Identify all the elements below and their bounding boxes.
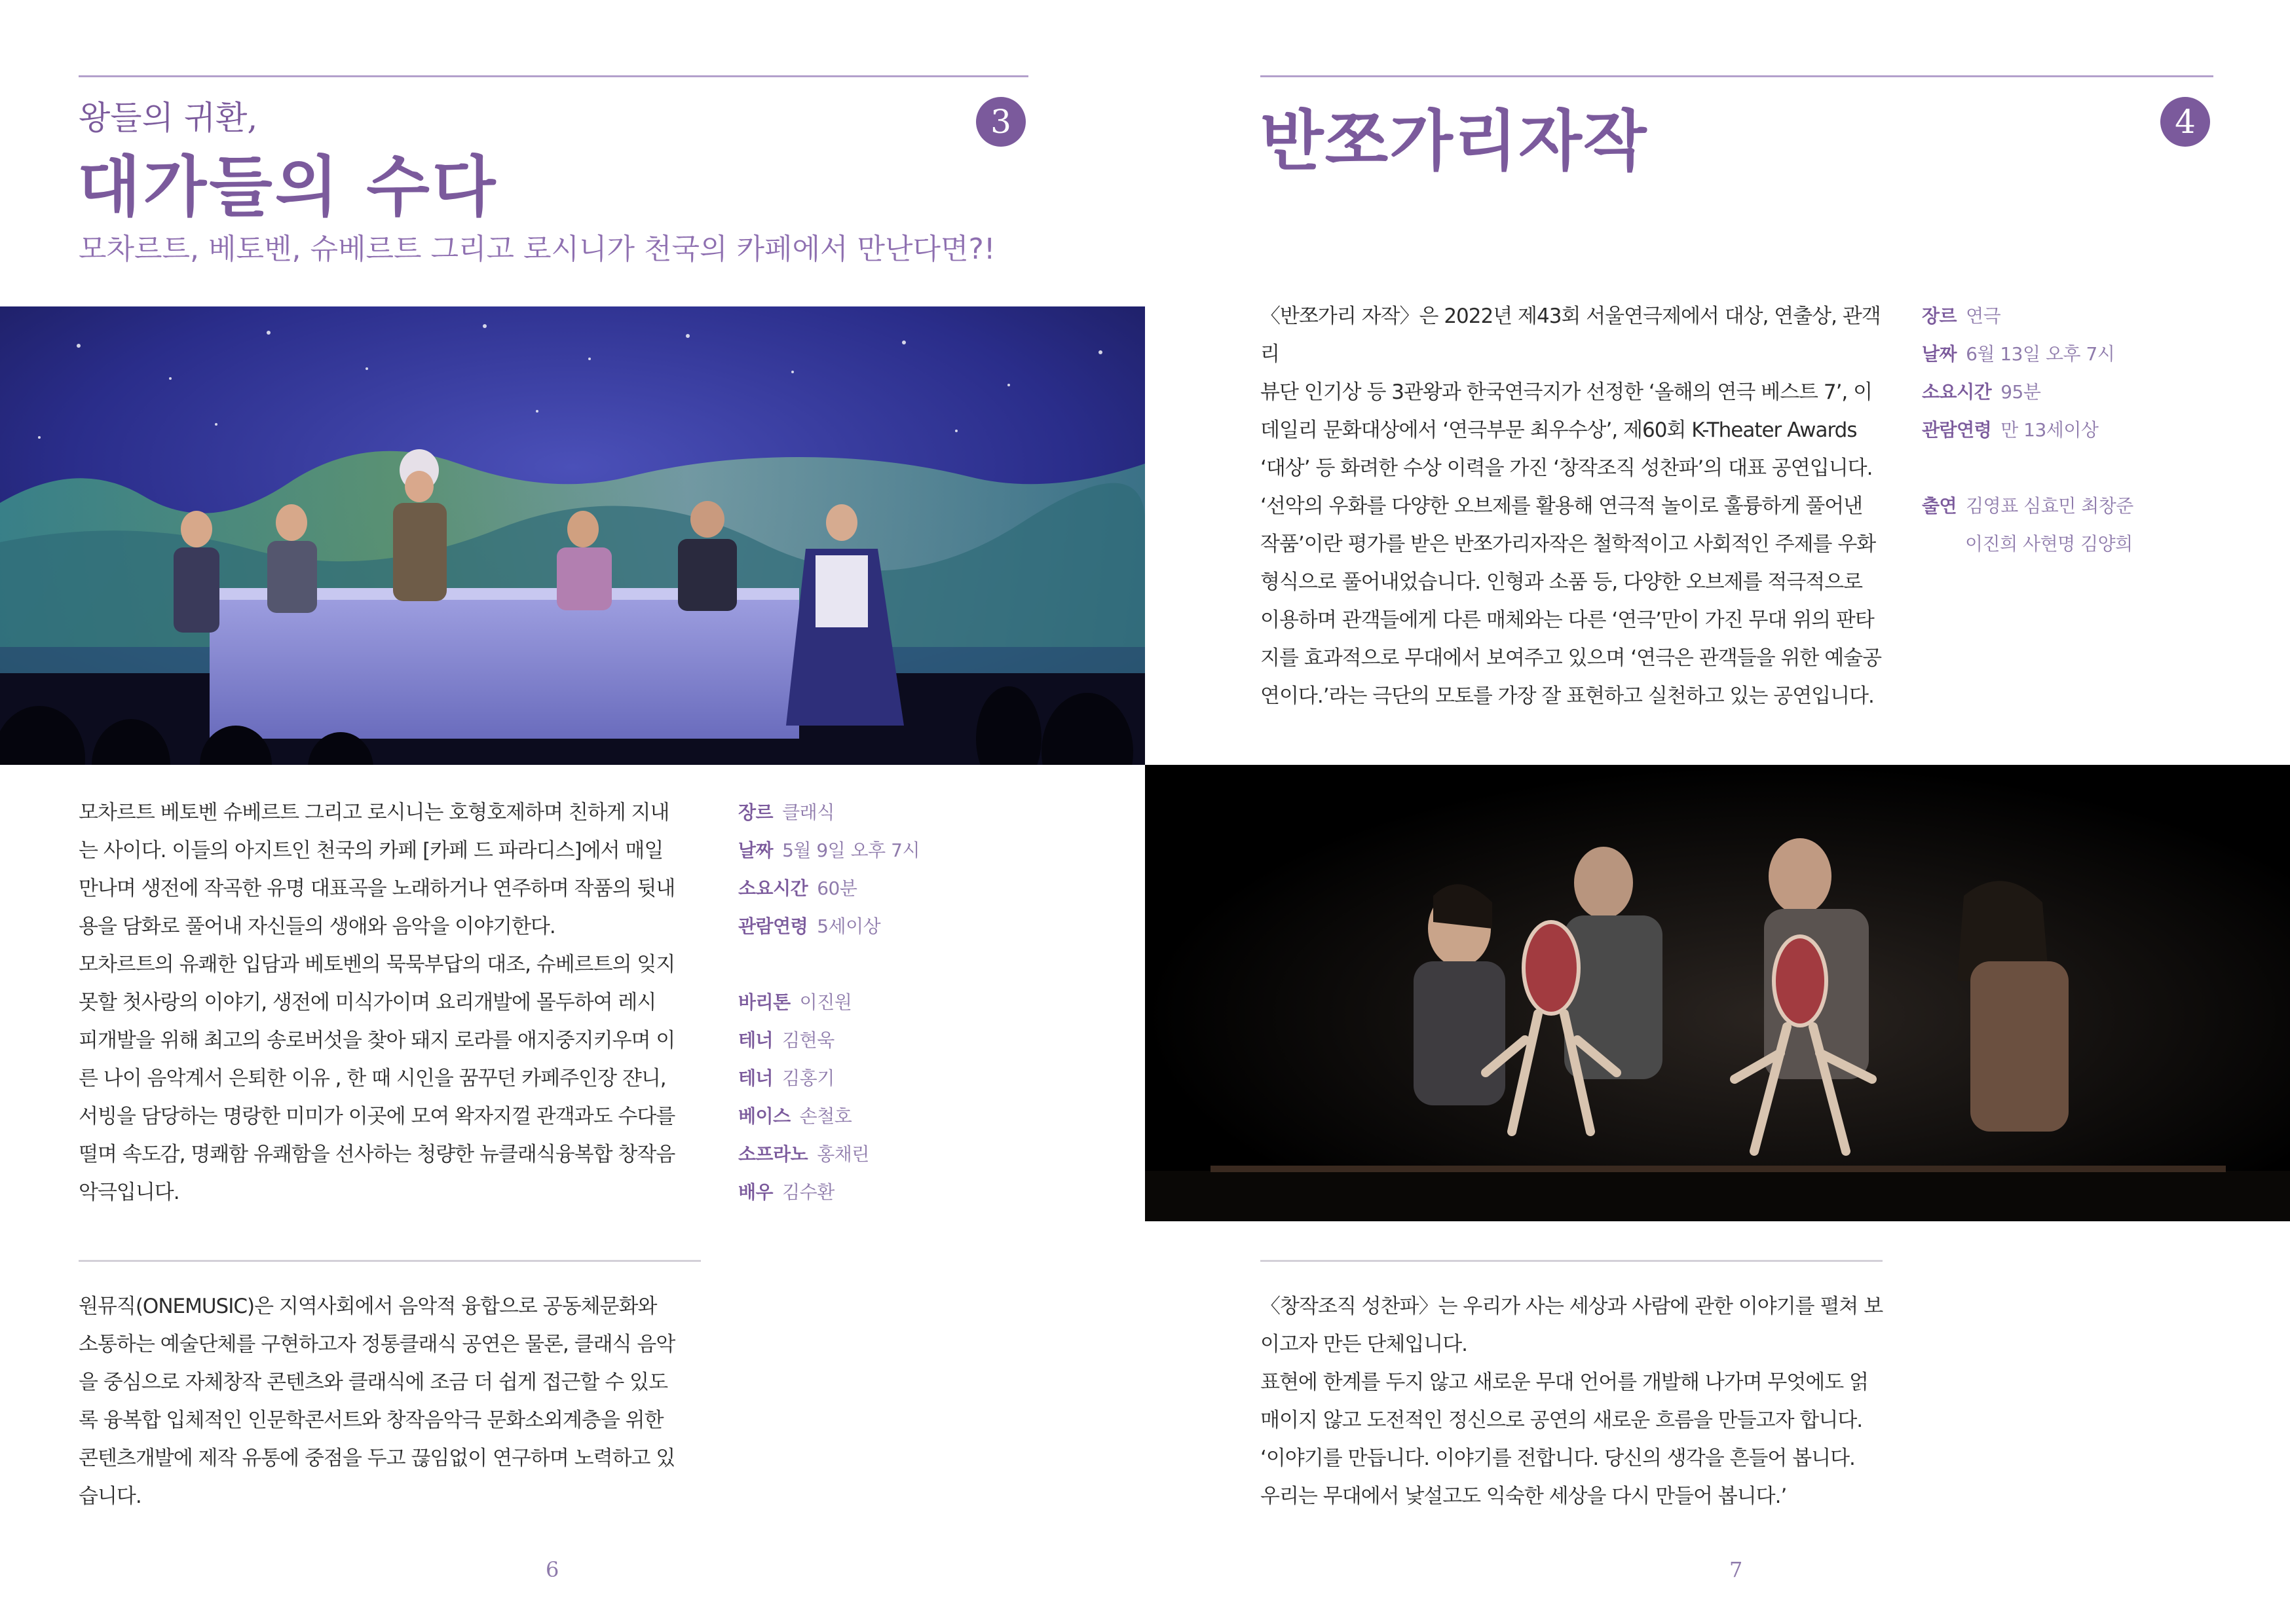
left-desc-line: 모차르트의 유쾌한 입담과 베토벤의 묵묵부답의 대조, 슈베르트의 잊지 — [79, 953, 675, 976]
cast-row: 테너 김현욱 — [738, 1029, 835, 1051]
left-desc-line: 서빙을 담당하는 명랑한 미미가 이곳에 모여 왁자지껄 관객과도 수다를 — [79, 1105, 675, 1128]
info-genre: 장르 클래식 — [738, 802, 835, 823]
left-desc-line: 는 사이다. 이들의 아지트인 천국의 카페 [카페 드 파라디스]에서 매일 — [79, 839, 664, 862]
info-age: 관람연령 만 13세이상 — [1922, 419, 2099, 441]
left-desc-line: 모차르트 베토벤 슈베르트 그리고 로시니는 호형호제하며 친하게 지내 — [79, 801, 669, 824]
right-company-line: 표현에 한계를 두지 않고 새로운 무대 언어를 개발해 나가며 무엇에도 얽 — [1260, 1371, 1868, 1394]
right-description — [1260, 297, 1889, 715]
puppet-photo-illustration — [1145, 765, 2290, 1221]
right-desc-line: 〈반쪼가리 자작〉은 2022년 제43회 서울연극제에서 대상, 연출상, 관객리 — [1260, 304, 1881, 366]
left-company-text — [79, 1287, 707, 1515]
info-genre: 장르 연극 — [1922, 305, 2001, 327]
left-desc-line: 피개발을 위해 최고의 송로버섯을 찾아 돼지 로라를 애지중지키우며 이 — [79, 1029, 675, 1052]
right-company-line: 매이지 않고 도전적인 정신으로 공연의 새로운 흐름을 만들고자 합니다. — [1260, 1409, 1863, 1432]
right-company-line: 〈창작조직 성찬파〉는 우리가 사는 세상과 사람에 관한 이야기를 펼쳐 보 — [1260, 1295, 1883, 1318]
right-desc-line: 이용하며 관객들에게 다른 매체와는 다른 ‘연극’만이 가진 무대 위의 판타 — [1260, 608, 1874, 632]
right-company-rule — [1260, 1260, 1883, 1262]
right-desc-line: 형식으로 풀어내었습니다. 인형과 소품 등, 다양한 오브제를 적극적으로 — [1260, 570, 1863, 594]
right-info-block — [1922, 297, 2262, 563]
info-duration: 소요시간 95분 — [1922, 381, 2041, 403]
left-info-block — [738, 794, 1013, 1211]
left-company-line: 원뮤직(ONEMUSIC)은 지역사회에서 음악적 융합으로 공동체문화와 — [79, 1295, 657, 1318]
right-company-line: 우리는 무대에서 낯설고도 익숙한 세상을 다시 만들어 봅니다.’ — [1260, 1485, 1787, 1508]
cast-row-continued: 이진희 사현명 김양희 — [1965, 533, 2133, 555]
left-top-rule — [79, 75, 1028, 77]
left-company-line: 소통하는 예술단체를 구현하고자 정통클래식 공연은 물론, 클래식 음악 — [79, 1333, 675, 1356]
cast-row: 출연 김영표 심효민 최창준 — [1922, 495, 2133, 517]
cast-row: 테너 김홍기 — [738, 1067, 835, 1089]
left-page-number: 6 — [546, 1557, 559, 1582]
left-desc-line: 만나며 생전에 작곡한 유명 대표곡을 노래하거나 연주하며 작품의 뒷내 — [79, 877, 675, 900]
right-company-line: ‘이야기를 만듭니다. 이야기를 전합니다. 당신의 생각을 흔들어 봅니다. — [1260, 1447, 1855, 1470]
stage-photo-cafe-scene — [0, 306, 1145, 765]
cast-row: 베이스 손철호 — [738, 1105, 852, 1127]
right-desc-line: 지를 효과적으로 무대에서 보여주고 있으며 ‘연극은 관객들을 위한 예술공 — [1260, 646, 1882, 670]
left-company-rule — [79, 1260, 701, 1262]
right-desc-line: 작품’이란 평가를 받은 반쪼가리자작은 철학적이고 사회적인 주제를 우화 — [1260, 532, 1876, 556]
left-desc-line: 못할 첫사랑의 이야기, 생전에 미식가이며 요리개발에 몰두하여 레시 — [79, 991, 656, 1014]
right-page-number: 7 — [1729, 1557, 1743, 1582]
left-tagline: 모차르트, 베토벤, 슈베르트 그리고 로시니가 천국의 카페에서 만난다면?! — [79, 232, 996, 266]
right-desc-line: ‘대상’ 등 화려한 수상 이력을 가진 ‘창작조직 성찬파’의 대표 공연입니다. — [1260, 456, 1873, 480]
right-company-text — [1260, 1287, 1889, 1515]
right-desc-line: ‘선악의 우화를 다양한 오브제를 활용해 연극적 놀이로 훌륭하게 풀어낸 — [1260, 494, 1863, 518]
left-title: 대가들의 수다 — [77, 149, 498, 225]
right-desc-line: 뷰단 인기상 등 3관왕과 한국연극지가 선정한 ‘올해의 연극 베스트 7’, 이 — [1260, 380, 1873, 404]
left-company-line: 을 중심으로 자체창작 콘텐츠와 클래식에 조금 더 쉽게 접근할 수 있도 — [79, 1371, 668, 1394]
left-desc-line: 용을 담화로 풀어내 자신들의 생애와 음악을 이야기한다. — [79, 915, 555, 938]
info-age: 관람연령 5세이상 — [738, 915, 881, 937]
right-desc-line: 연이다.’라는 극단의 모토를 가장 잘 표현하고 실천하고 있는 공연입니다. — [1260, 684, 1874, 708]
left-desc-line: 악극입니다. — [79, 1181, 179, 1204]
cast-row: 배우 김수환 — [738, 1181, 835, 1203]
info-duration: 소요시간 60분 — [738, 877, 857, 899]
left-desc-line: 떨며 속도감, 명쾌함 유쾌함을 선사하는 청량한 뉴클래식융복합 창작음 — [79, 1143, 675, 1166]
right-title: 반쪼가리자작 — [1260, 103, 1648, 179]
right-company-line: 이고자 만든 단체입니다. — [1260, 1333, 1468, 1356]
stage-photo-puppet-scene — [1145, 765, 2290, 1221]
right-section-number: 4 — [2160, 97, 2210, 147]
left-description — [79, 794, 707, 1211]
left-company-line: 록 융복합 입체적인 인문학콘서트와 창작음악극 문화소외계층을 위한 — [79, 1409, 664, 1432]
left-subtitle: 왕들의 귀환, — [79, 99, 258, 137]
left-desc-line: 른 나이 음악계서 은퇴한 이유 , 한 때 시인을 꿈꾸던 카페주인장 쟌니, — [79, 1067, 666, 1090]
left-company-line: 콘텐츠개발에 제작 유통에 중점을 두고 끊임없이 연구하며 노력하고 있 — [79, 1447, 675, 1470]
stage-photo-illustration — [0, 306, 1145, 765]
left-section-number: 3 — [976, 97, 1026, 147]
cast-row: 바리톤 이진원 — [738, 991, 852, 1013]
right-top-rule — [1260, 75, 2213, 77]
info-date: 날짜 5월 9일 오후 7시 — [738, 840, 920, 861]
info-date: 날짜 6월 13일 오후 7시 — [1922, 343, 2115, 365]
left-company-line: 습니다. — [79, 1485, 141, 1508]
right-desc-line: 데일리 문화대상에서 ‘연극부문 최우수상’, 제60회 K-Theater Awards — [1260, 418, 1857, 442]
cast-row: 소프라노 홍채린 — [738, 1143, 869, 1165]
